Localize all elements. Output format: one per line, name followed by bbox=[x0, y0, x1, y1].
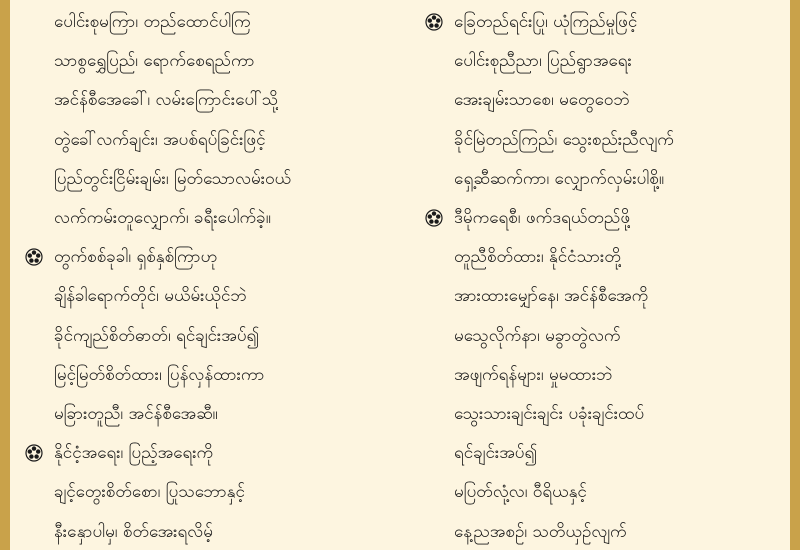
left-poem-line: ချိန်ခါရောက်တိုင်၊ မယိမ်းယိုင်ဘဲ bbox=[54, 286, 247, 307]
right-poem-line: ရင်ချင်းအပ်၍ bbox=[454, 443, 538, 464]
flower-bullet-icon bbox=[25, 444, 43, 462]
right-poem-line: အဖျက်ရန်များ၊ မှုမထားဘဲ bbox=[454, 364, 613, 385]
left-poem-line: ပေါင်းစုမကြာ၊ တည်ထောင်ပါကြ bbox=[54, 12, 251, 32]
left-poem-line: နိုင်ငံ့အရေး၊ ပြည့်အရေးကို bbox=[54, 443, 214, 464]
left-poem-line: အင်န်စီအေခေါ်၊ လမ်းကြောင်းပေါ်သို့ bbox=[54, 90, 279, 111]
right-poem-line: တူညီစိတ်ထား၊ နိုင်ငံသားတို့ bbox=[454, 247, 621, 268]
left-poem-line: ခိုင်ကျည်စိတ်ဓာတ်၊ ရင်ချင်းအပ်၍ bbox=[54, 325, 260, 346]
right-poem-line: မသွေလိုက်နာ၊ မခွာတွဲလက် bbox=[454, 325, 621, 346]
poem-page bbox=[10, 0, 790, 550]
left-poem-line: နီးနှောပါမှ၊ စိတ်အေးရလိမ့် bbox=[54, 521, 213, 542]
right-poem-line: ခိုင်မြဲတည်ကြည်၊ သွေးစည်းညီလျက် bbox=[454, 129, 674, 150]
left-poem-line: တွက်စစ်ခုခါ၊ ရှစ်နှစ်ကြာဟု bbox=[54, 247, 218, 268]
left-poem-line: တွဲခေါ်လက်ချင်း၊ အပစ်ရပ်ခြင်းဖြင့် bbox=[54, 129, 266, 150]
right-poem-line: ရှေ့ဆီဆက်ကာ၊ လျှောက်လှမ်းပါစို့။ bbox=[454, 168, 665, 189]
right-poem-line: အေးချမ်းသာစေ၊ မတွေဝေဘဲ bbox=[454, 90, 630, 111]
left-poem-line: လက်ကမ်းတူလျှောက်၊ ခရီးပေါက်ခဲ့။ bbox=[54, 208, 271, 228]
right-poem-line: ဒီမိုကရေစီ၊ ဖက်ဒရယ်တည်ဖို့ bbox=[454, 208, 631, 228]
right-poem-line: သွေးသားချင်းချင်း ပခုံးချင်းထပ် bbox=[454, 404, 645, 424]
left-poem-line: မြင့်မြတ်စိတ်ထား၊ ပြန်လှန်ထားကာ bbox=[54, 364, 265, 385]
right-poem-line: ပေါင်းစုညီညာ၊ ပြည်ရွာအရေး bbox=[454, 51, 632, 72]
left-poem-line: သာစွရွှေပြည်၊ ရောက်စေရည်ကာ bbox=[54, 51, 255, 72]
right-poem-line: အားထားမျှော်နေ၊ အင်န်စီအေကို bbox=[454, 286, 649, 307]
right-poem-line: မပြတ်လုံ့လ၊ ဝီရိယနှင့် bbox=[454, 482, 587, 503]
right-poem-line: ခြေတည်ရင်းပြု၊ ယုံကြည်မှုဖြင့် bbox=[454, 12, 638, 32]
left-poem-line: ပြည်တွင်းငြိမ်းချမ်း၊ မြတ်သောလမ်းဝယ် bbox=[54, 168, 292, 189]
flower-bullet-icon bbox=[425, 209, 443, 227]
left-poem-line: မခြားတူညီ၊ အင်န်စီအေဆီ။ bbox=[54, 404, 218, 424]
flower-bullet-icon bbox=[425, 13, 443, 31]
right-poem-line: နေ့ညအစဉ်၊ သတိယှဉ်လျက် bbox=[454, 521, 627, 542]
flower-bullet-icon bbox=[25, 248, 43, 266]
left-poem-line: ချင့်တွေးစိတ်စော၊ ပြုသဘောနှင့် bbox=[54, 482, 245, 503]
